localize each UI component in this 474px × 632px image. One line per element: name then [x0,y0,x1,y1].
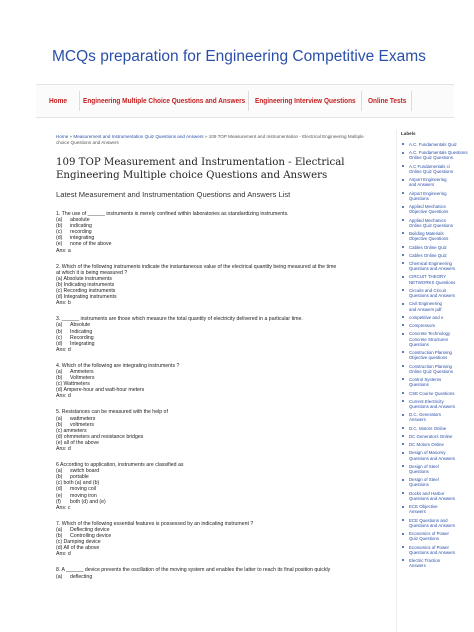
sidebar-label-text: Questions and Answers [409,549,456,555]
bullet-icon [402,262,404,264]
bullet-icon [402,324,404,326]
sidebar-label-text: Questions [409,382,429,388]
line-text: 7. Which of the following essential features is possessed by an indicating instrument ? [56,520,254,527]
sidebar-label-link[interactable] [399,477,474,488]
question-line [56,446,392,452]
sidebar-label-link[interactable] [399,450,474,461]
option-label: (a) [56,468,63,475]
line-text: indicating [70,223,92,230]
line-text: recording [70,229,92,236]
option-label: (a) [56,322,63,329]
breadcrumb-home[interactable]: Home [56,134,69,139]
post-title [56,156,392,182]
sidebar-label-link[interactable] [399,434,474,439]
line-text: moving coil [70,486,96,493]
line-text: Absolute [70,322,91,329]
sidebar-label-link[interactable] [399,377,474,388]
sidebar-label-link[interactable] [399,191,474,202]
line-text: (d) Ampere-hour and watt-hour meters [56,387,145,394]
sidebar-label-link[interactable] [399,150,474,161]
line-text: switch board [70,468,100,475]
line-text: Deflecting device [70,526,110,533]
sidebar-label-text: Questions [409,469,429,474]
sidebar-label-text: Questions and Answers [409,403,456,409]
line-text: Ans: d [56,346,71,353]
option-label: (d) [56,486,63,493]
sidebar-label-link[interactable] [399,164,474,175]
line-text: 4. Which of the following are integrating instruments ? [56,362,180,369]
sidebar-label-text: Design of Steel [409,463,439,469]
sidebar-label-text: Answers [409,563,426,569]
line-text: 2. Which of the following instruments indicate the instantaneous value of the electrical quantity being measured at the time [56,263,337,270]
sidebar-label-text: competitive and e [409,314,444,320]
nav-home[interactable]: Home [49,96,67,105]
bullet-icon [402,303,404,305]
option-label: (b) [56,223,63,230]
sidebar-label-text: Questions and Answers [409,522,456,528]
sidebar-label-text: Cables Online Quiz [409,244,447,250]
line-text: 1. The use of ______ instruments is merely confined within laboratories as standardizing instruments. [56,211,289,217]
question-item [56,211,392,254]
nav-interview-questions[interactable]: Engineering Interview Questions [255,96,356,105]
sidebar-label-text: NETWORKS Questions [409,279,456,285]
bullet-icon [402,333,404,335]
sidebar-label-text: Applied Mechanics [409,217,446,223]
breadcrumb [56,134,392,146]
line-text: Ans: d [56,393,71,400]
sidebar-label-link[interactable] [399,331,474,347]
sidebar-label-text: Objective questions [409,355,448,361]
option-label: (d) [56,340,63,347]
nav-divider [361,91,362,111]
sidebar-label-text: ECE Questions and [409,517,448,523]
line-text: Integrating [70,340,95,347]
sidebar-label-text: Objective Questions [409,236,449,242]
line-text: (c) both (a) and (b) [56,480,100,487]
post-body [56,134,392,590]
sidebar-label-text: Construction Planning [409,350,452,356]
option-label: (c) [56,334,63,341]
option-label: (a) [56,415,63,422]
sidebar-label-text: Objective Questions [409,209,449,215]
line-text: (a) Absolute instruments [56,275,112,282]
question-item [56,316,392,353]
line-text: none of the above [70,241,112,248]
bullet-icon [402,443,404,445]
bullet-icon [402,546,404,548]
bullet-icon [402,192,404,194]
sidebar-label-link[interactable] [399,531,474,542]
sidebar-label-text: Questions and Answers [409,266,456,272]
line-text: Controlling device [70,533,112,540]
sidebar-label-text: A.C. Fundamentals Questions [409,150,468,156]
line-text: integrating [70,235,95,242]
post-title-line: 109 TOP Measurement and Instrumentation - Electrical [56,157,345,168]
sidebar-label-text: Questions and Answers [409,455,456,461]
option-label: (f) [56,498,61,505]
sidebar-label-text: Cables Online Quiz [409,252,447,258]
sidebar-label-link[interactable] [399,218,474,229]
sidebar-label-text: A.C. Fundamentals Quiz [409,142,457,147]
sidebar-label-text: Airport Engineering [409,190,447,196]
bullet-icon [402,165,404,167]
bullet-icon [402,365,404,367]
question-list [56,211,392,580]
option-label: (b) [56,328,63,335]
sidebar-label-link[interactable] [399,491,474,502]
sidebar-label-link[interactable] [399,412,474,423]
line-text: (d) All of the above [56,545,100,552]
question-item [56,521,392,558]
bullet-icon [402,492,404,494]
sidebar-label-link[interactable] [399,391,474,396]
sidebar-label-link[interactable] [399,399,474,410]
option-label: (e) [56,492,63,499]
line-text: voltmeters [70,421,94,428]
line-text: Ammeters [70,368,94,375]
sidebar-label-text: Questions and Answers [409,293,456,299]
option-label: (b) [56,474,63,481]
line-text: absolute [70,217,90,224]
option-label: (b) [56,533,63,540]
question-item [56,462,392,511]
line-text: Ans: d [56,446,71,452]
sidebar-label-text: D.C. Motors Online [409,425,447,431]
bullet-icon [402,179,404,181]
sidebar-label-text: and Answers pdf [409,306,442,312]
bullet-icon [402,289,404,291]
bullet-icon [402,519,404,521]
sidebar-label-link[interactable] [399,350,474,361]
sidebar-label-text: Economics of Power [409,531,450,537]
line-text: Ans: a [56,247,71,254]
bullet-icon [402,351,404,353]
sidebar-label-link[interactable] [399,545,474,556]
bullet-icon [402,427,404,429]
option-label: (d) [56,235,63,242]
main-nav [36,84,454,118]
sidebar-label-text: Circuits and Circuit [409,287,446,293]
bullet-icon [402,400,404,402]
question-line [56,393,392,399]
bullet-icon [402,276,404,278]
nav-engineering-mcq[interactable]: Engineering Multiple Choice Questions and Answers [83,96,246,105]
sidebar-label-text: Economics of Power [409,544,450,550]
bullet-icon [402,452,404,454]
question-item [56,567,392,579]
sidebar-label-link[interactable] [399,288,474,299]
question-line [56,505,392,511]
line-text: (c) Damping device [56,539,101,546]
breadcrumb-separator: » [203,134,209,139]
bullet-icon [402,316,404,318]
sidebar-label-text: Design of Masonry [409,450,446,456]
sidebar-label-text: Control Systems [409,377,442,383]
sidebar-label-text: Answers [409,417,426,423]
line-text: (b) Indicating instruments [56,281,115,288]
sidebar-label-text: Concrete Structures [409,336,449,342]
breadcrumb-current: 109 TOP Measurement and Instrumentation - Electrical Engineering Multiple [208,134,364,139]
sidebar-label-list [397,142,474,569]
sidebar-label-text: A.C Fundamentals ci [409,163,450,169]
breadcrumb-current-cont: choice Questions and Answers [56,140,119,145]
sidebar-label-text: Design of Steel [409,477,439,483]
line-text: (c) Recording instruments [56,288,116,295]
line-text: both (d) and (e) [70,498,106,505]
sidebar-label-text: Concrete Technology [409,331,451,337]
sidebar-label-text: Electric Traction [409,558,441,564]
sidebar-label-text: Chemical Engineering [409,260,452,266]
sidebar-label-link[interactable] [399,261,474,272]
bullet-icon [402,414,404,416]
question-item [56,264,392,307]
sidebar-label-text: Airport Engineering [409,177,447,183]
line-text: 8. A ______ device prevents the oscillation of the moving system and enables the latter to reach its final position quickly [56,567,331,574]
bullet-icon [402,254,404,256]
question-line [56,347,392,353]
line-text: (c) ammeters [56,427,87,434]
sidebar-label-text: Online Quiz Questions [409,168,453,174]
option-label: (a) [56,573,63,580]
site-title[interactable]: MCQs preparation for Engineering Competitive Exams [52,48,426,65]
bullet-icon [402,152,404,154]
bullet-icon [402,533,404,535]
sidebar-label-link[interactable] [399,364,474,375]
bullet-icon [402,143,404,145]
question-line [56,248,392,254]
line-text: Ans: d [56,551,71,558]
sidebar-label-link[interactable] [399,245,474,250]
nav-online-tests[interactable]: Online Tests [368,96,407,105]
line-text: 5. Resistances can be measured with the help of [56,409,168,416]
sidebar-label-text: CIRCUIT THEORY [409,274,447,280]
sidebar-label-text: Online Quiz Questions [409,222,453,228]
line-text: (d) Integrating instruments [56,294,117,301]
sidebar-label-text: Civil Engineering [409,301,442,307]
sidebar-label-link[interactable] [399,504,474,515]
sidebar-label-text: Current Electricity [409,398,444,404]
sidebar-heading: Labels [401,131,416,136]
sidebar-label-text: Questions [409,482,429,488]
sidebar-label-text: and Answers [409,182,435,188]
option-label: (b) [56,421,63,428]
bullet-icon [402,392,404,394]
nav-divider [248,91,249,111]
bullet-icon [402,378,404,380]
sidebar-label-text: Docks and Harbor [409,490,445,496]
bullet-icon [402,246,404,248]
post-title-line: Engineering Multiple choice Questions and Answers [56,170,328,181]
bullet-icon [402,435,404,437]
sidebar-label-link[interactable] [399,301,474,312]
sidebar-label-link[interactable] [399,442,474,447]
option-label: (a) [56,526,63,533]
sidebar-label-text: Online Quiz Questions [409,368,453,374]
line-text: Recording [70,334,94,341]
sidebar-label-text: D.C. Generators [409,412,441,418]
question-line [56,551,392,557]
line-text: moving iron [70,492,97,499]
sidebar-label-text: DC Motors Online [409,442,444,448]
sidebar-label-link[interactable] [399,518,474,529]
option-label: (e) [56,241,63,248]
sidebar-label-text: Compressors [409,323,436,329]
option-label: (a) [56,217,63,224]
question-item [56,363,392,400]
line-text: Voltmeters [70,375,95,382]
bullet-icon [402,479,404,481]
sidebar-label-link[interactable] [399,315,474,320]
bullet-icon [402,506,404,508]
bullet-icon [402,465,404,467]
breadcrumb-separator: » [68,134,74,139]
option-label: (a) [56,368,63,375]
sidebar-label-link[interactable] [399,323,474,328]
bullet-icon [402,219,404,221]
sidebar-label-text: CSE Course Questions [409,390,455,396]
line-text: Ans: c [56,504,71,511]
sidebar-label-text: Questions and Answers [409,495,456,501]
sidebar-label-link[interactable] [399,142,474,147]
line-text: 6 According to application, instruments are classified as [56,462,184,469]
sidebar-label-text: Quiz Questions [409,536,440,542]
bullet-icon [402,206,404,208]
line-text: 3. ______ instruments are those which measure the total quantity of electricity delivered in a particular time. [56,316,303,323]
sidebar-label-link[interactable] [399,253,474,258]
post-subheading: Latest Measurement and Instrumentation Questions and Answers List [56,190,291,199]
sidebar-labels [396,130,474,632]
sidebar-label-link[interactable] [399,464,474,475]
option-label: (b) [56,375,63,382]
nav-divider [411,91,412,111]
sidebar-label-text: Construction Planning [409,363,452,369]
line-text: portable [70,474,89,481]
breadcrumb-category[interactable]: Measurement and Instrumentation Quiz Questions and Answers [73,134,204,139]
sidebar-label-link[interactable] [399,274,474,285]
sidebar-label-text: Building Materials [409,231,444,237]
line-text: Indicating [70,328,93,335]
option-label: (c) [56,229,63,236]
line-text: Ans: b [56,300,71,307]
line-text: (c) Wattmeters [56,381,90,388]
question-item [56,409,392,452]
line-text: wattmeters [70,415,96,422]
bullet-icon [402,232,404,234]
sidebar-label-text: Questions [409,195,429,201]
sidebar-label-text: Answers [409,509,426,515]
sidebar-label-link[interactable] [399,231,474,242]
bullet-icon [402,559,404,561]
sidebar-label-text: Online Quiz Questions [409,155,453,161]
line-text: (e) all of the above [56,439,99,446]
sidebar-label-link[interactable] [399,177,474,188]
question-line [56,300,392,306]
sidebar-label-link[interactable] [399,426,474,431]
nav-divider [79,91,80,111]
sidebar-label-text: ECE Objective [409,504,438,510]
sidebar-label-text: DC Generators Online [409,433,453,439]
sidebar-label-link[interactable] [399,204,474,215]
sidebar-label-text: Questions [409,341,429,347]
line-text: deflecting [70,573,93,580]
sidebar-label-text: Applied Mechanics [409,204,446,210]
line-text: (d) ohmmeters and resistance bridges [56,433,144,440]
sidebar-label-link[interactable] [399,558,474,569]
line-text: at which it is being measured ? [56,269,128,276]
question-line [56,574,392,580]
